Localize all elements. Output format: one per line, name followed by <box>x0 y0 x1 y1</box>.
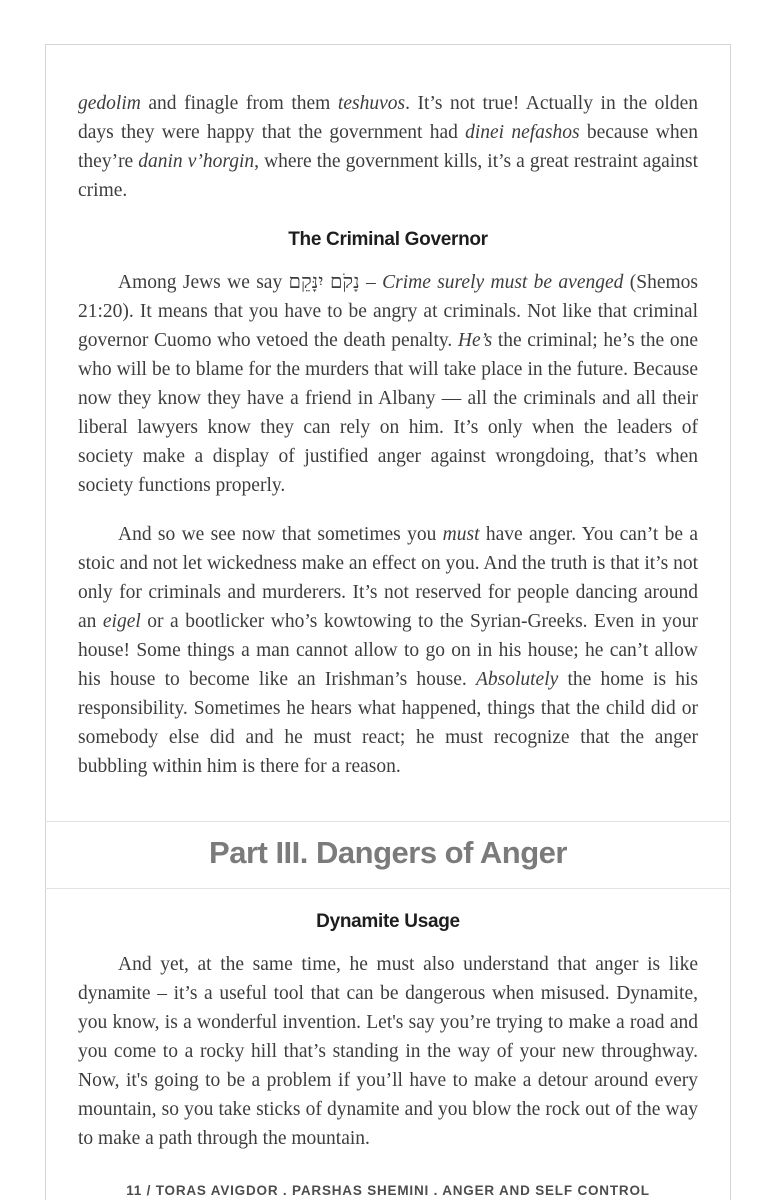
page-footer: 11 / TORAS AVIGDOR . PARSHAS SHEMINI . ANGER AND SELF CONTROL <box>126 1183 650 1198</box>
section-heading-criminal-governor: The Criminal Governor <box>288 229 488 250</box>
part-divider <box>45 821 731 889</box>
paragraph-must-have-anger: And so we see now that sometimes you must have anger. You can’t be a stoic and not let wickedness make an effect on you. And the truth is that it’s not only for criminals and murderers. It’s not reserved for people dancing around an eigel or a bootlicker who’s kowtowing to the Syrian-Greeks. Even in your house! Some things a man cannot allow to go on in his house; he can’t allow his house to become like an Irishman’s house. Absolutely the home is his responsibility. Sometimes he hears what happened, things that the child did or somebody else did and he must react; he must recognize that the anger bubbling within him is there for a reason. <box>78 524 698 777</box>
part-heading: Part III. Dangers of Anger <box>209 835 567 870</box>
section-heading-dynamite-usage: Dynamite Usage <box>316 911 460 932</box>
paragraph-among-jews: Among Jews we say נָקֹם יִנָּקֵם – Crime surely must be avenged (Shemos 21:20). It means that you have to be angry at criminals. Not like that criminal governor Cuomo who vetoed the death penalty. He’s the criminal; he’s the one who will be to blame for the murders that will take place in the future. Because now they know they have a friend in Albany — all the criminals and all their liberal lawyers know they can rely on him. It’s only when the leaders of society make a display of justified anger against wrongdoing, that’s when society functions properly. <box>78 271 699 496</box>
paragraph-dynamite: And yet, at the same time, he must also understand that anger is like dynamite – it’s a useful tool that can be dangerous when misused. Dynamite, you know, is a wonderful invention. Let's say you’re trying to make a road and you come to a rocky hill that’s standing in the way of your new throughway. Now, it's going to be a problem if you’ll have to make a detour around every mountain, so you take sticks of dynamite and you blow the rock out of the way to make a path through the mountain. <box>78 954 698 1149</box>
document-page <box>45 44 731 1200</box>
paragraph-continuation: gedolim and finagle from them teshuvos. It’s not true! Actually in the olden days they were happy that the government had dinei nefashos because when they’re danin v’horgin, where the government kills, it’s a great restraint against crime. <box>78 93 699 201</box>
